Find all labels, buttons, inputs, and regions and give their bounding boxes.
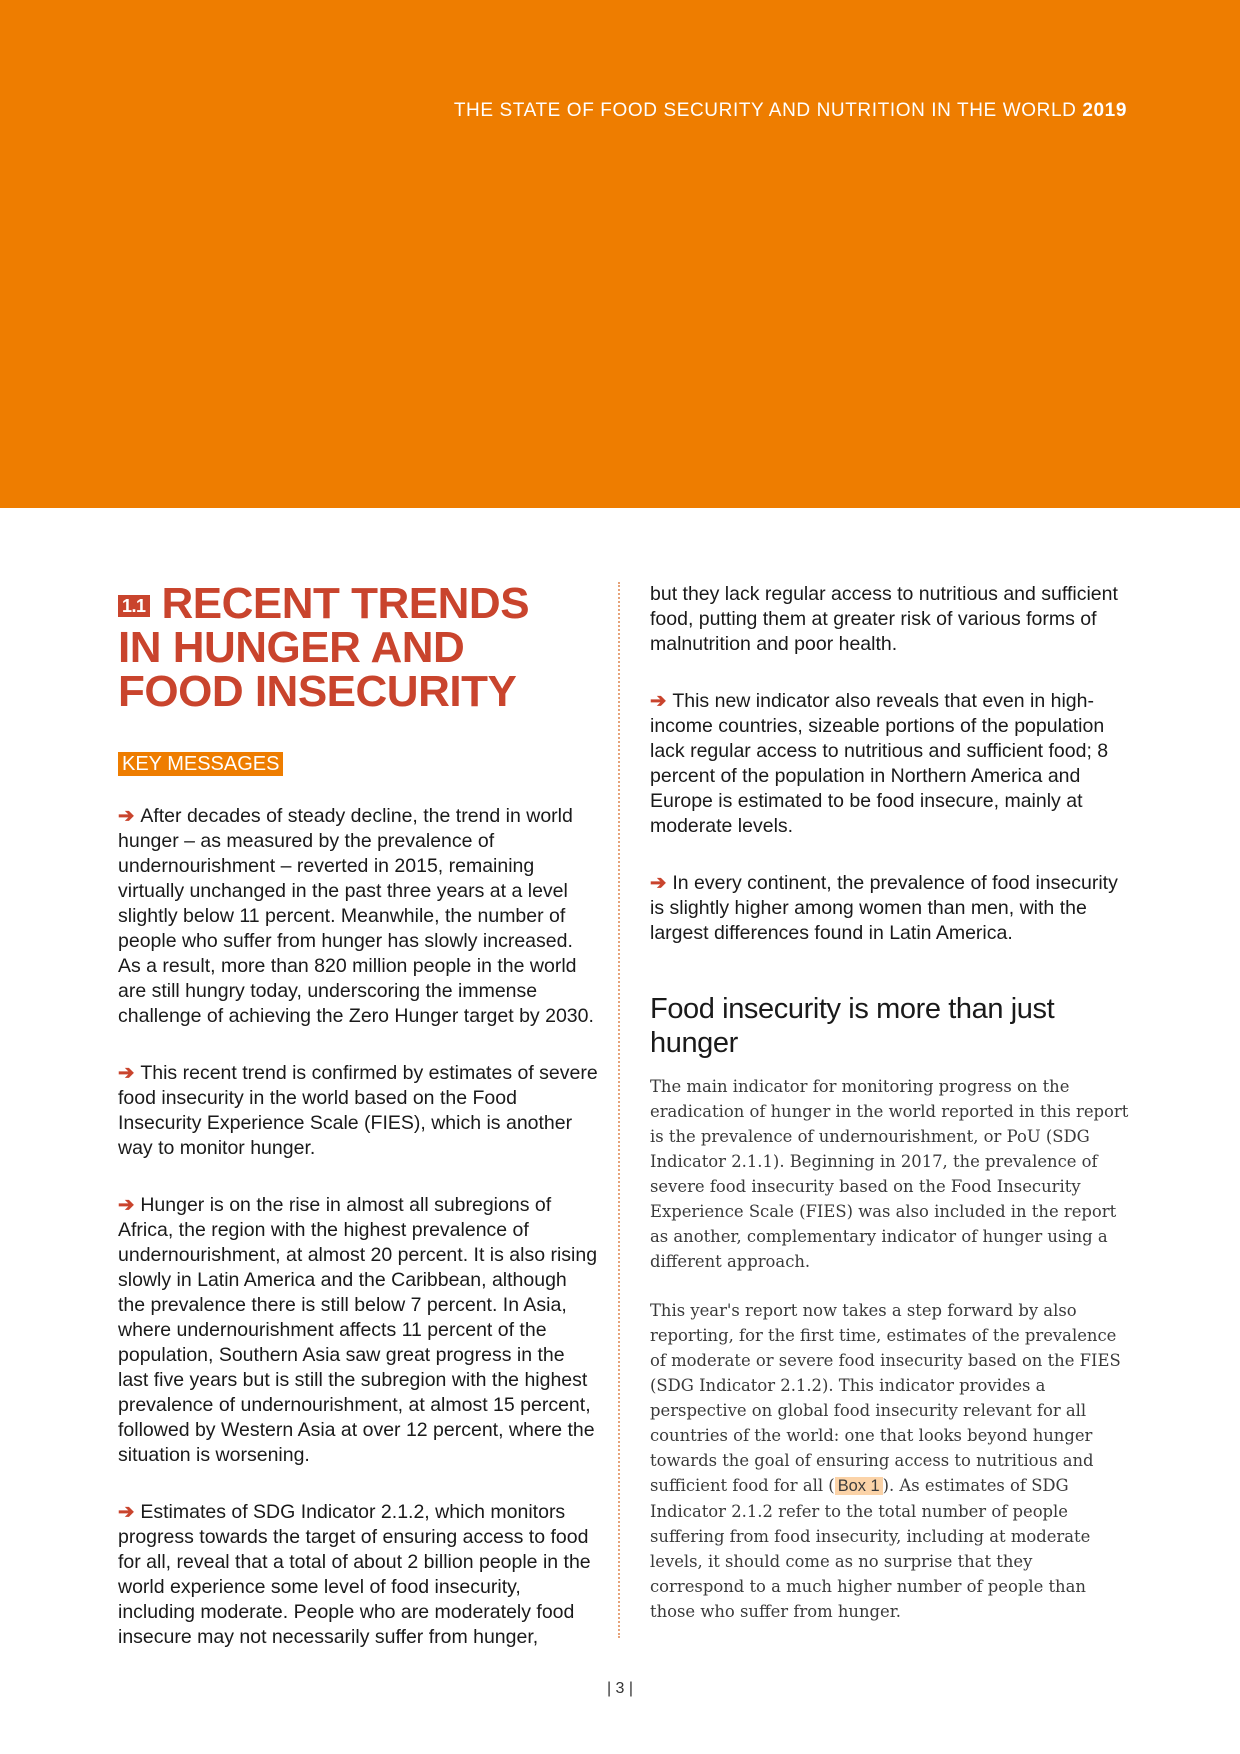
running-header: [454, 100, 1127, 122]
arrow-right-icon: ➔: [650, 872, 667, 894]
running-title: THE STATE OF FOOD SECURITY AND NUTRITION IN THE WORLD: [453, 100, 1077, 121]
key-message-4-continued: but they lack regular access to nutritious and sufficient food, putting them at greater risk of various forms of malnutrition and poor health.: [650, 583, 1118, 655]
arrow-right-icon: ➔: [118, 1062, 135, 1084]
arrow-right-icon: ➔: [118, 1194, 135, 1216]
left-column: [118, 579, 598, 1682]
body-paragraph-1: The main indicator for monitoring progress on the eradication of hunger in the world reported in this report is the prevalence of undernourishment, or PoU (SDG Indicator 2.1.1). Beginning in 2017, the prevalence of severe food insecurity based on the Food Insecurity Experience Scale (FIES) was also included in the report as another, complementary indicator of hunger using a different approach.: [650, 1077, 1129, 1271]
key-messages-label: KEY MESSAGES: [118, 752, 283, 776]
key-message-text: This recent trend is confirmed by estimates of severe food insecurity in the world based on the Food Insecurity Experience Scale (FIES), which is another way to monitor hunger.: [118, 1062, 598, 1159]
section-title-line-2: IN HUNGER AND: [118, 623, 465, 672]
section-title: [118, 579, 598, 716]
running-year: 2019: [1082, 100, 1127, 121]
section-number: 1.1: [118, 595, 150, 617]
key-message-text: Estimates of SDG Indicator 2.1.2, which monitors progress towards the target of ensuring access to food for all, reveal that a total of about 2 billion people in the world experience some level of food insecurity, including moderate. People who are moderately food insecure may not necessarily suffer from hunger,: [118, 1501, 591, 1648]
section-title-line-1: RECENT TRENDS: [161, 579, 530, 628]
key-message-text: This new indicator also reveals that even in high-income countries, sizeable portions of the population lack regular access to nutritious and sufficient food; 8 percent of the population in Northern America and Europe is estimated to be food insecure, mainly at moderate levels.: [650, 690, 1109, 837]
key-message-text: Hunger is on the rise in almost all subregions of Africa, the region with the highest prevalence of undernourishment, at almost 20 percent. It is also rising slowly in Latin America and the Caribbean, although the prevalence there is still below 7 percent. In Asia, where undernourishment affects 11 percent of the population, Southern Asia saw great progress in the last five years but is still the subregion with the highest prevalence of undernourishment, at almost 15 percent, followed by Western Asia at over 12 percent, where the situation is worsening.: [118, 1194, 598, 1466]
arrow-right-icon: ➔: [118, 1501, 135, 1523]
box-1-link[interactable]: Box 1: [835, 1477, 883, 1495]
arrow-right-icon: ➔: [650, 690, 667, 712]
section-title-line-3: FOOD INSECURITY: [118, 667, 517, 716]
key-message-5: [650, 689, 1130, 839]
body-paragraph-2: [650, 1298, 1130, 1624]
key-message-text: In every continent, the prevalence of food insecurity is slightly higher among women than men, with the largest differences found in Latin America.: [650, 872, 1118, 944]
key-message-3: [118, 1193, 598, 1468]
key-message-6: [650, 871, 1130, 946]
header-banner: [0, 0, 1240, 508]
subheading: Food insecurity is more than just hunger: [650, 993, 1055, 1059]
key-message-2: [118, 1061, 598, 1161]
key-message-text: After decades of steady decline, the trend in world hunger – as measured by the prevalence of undernourishment – reverted in 2015, remaining virtually unchanged in the past three years at a level slightly below 11 percent. Meanwhile, the number of people who suffer from hunger has slowly increased. As a result, more than 820 million people in the world are still hungry today, underscoring the immense challenge of achieving the Zero Hunger target by 2030.: [118, 805, 594, 1027]
key-message-4: [118, 1500, 598, 1650]
page-number: | 3 |: [606, 1680, 634, 1697]
column-divider: [618, 582, 620, 1638]
body-paragraph-2-start: This year's report now takes a step forward by also reporting, for the first time, estimates of the prevalence of moderate or severe food insecurity based on the FIES (SDG Indicator 2.1.2). This indicator provides a perspective on global food insecurity relevant for all countries of the world: one that looks beyond hunger towards the goal of ensuring access to nutritious and sufficient food for all (: [650, 1301, 1121, 1495]
key-message-1: [118, 804, 598, 1029]
body-paragraph-2-end: ). As estimates of SDG Indicator 2.1.2 refer to the total number of people suffering from food insecurity, including at moderate levels, it should come as no surprise that they correspond to a much higher number of people than those who suffer from hunger.: [650, 1476, 1091, 1621]
arrow-right-icon: ➔: [118, 805, 135, 827]
right-column: [650, 582, 1130, 1648]
